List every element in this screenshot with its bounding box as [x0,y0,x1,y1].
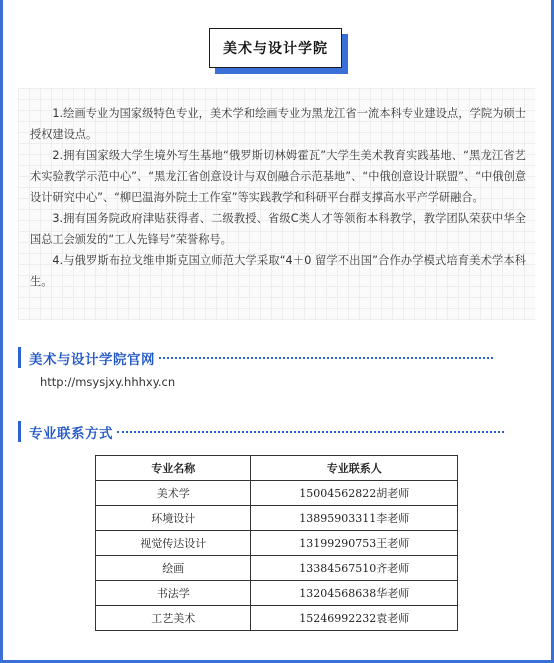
intro-paragraph-4: 4.与俄罗斯布拉戈维申斯克国立师范大学采取“4＋0 留学不出国”合作办学模式培育美术学本科生。 [30,254,526,288]
table-row [96,581,458,606]
website-section-heading: 美术与设计学院官网 [29,351,155,368]
major-cell: 环境设计 [96,506,251,531]
website-section-header [18,347,535,368]
table-row [96,556,458,581]
contact-section-heading: 专业联系方式 [29,425,113,442]
website-url-link[interactable]: http://msysjxy.hhhxy.cn [40,375,176,389]
page-title: 美术与设计学院 [209,28,342,68]
intro-paragraph-3: 3.拥有国务院政府津贴获得者、二级教授、省级C类人才等领衔本科教学，教学团队荣获中华全国总工会颁发的“工人先锋号”荣誉称号。 [30,212,526,246]
column-header-contact: 专业联系人 [251,456,458,481]
contact-cell: 15246992232袁老师 [251,606,458,631]
column-header-major: 专业名称 [96,456,251,481]
contact-cell: 15004562822胡老师 [251,481,458,506]
title-badge [209,28,345,72]
table-header-row [96,456,458,481]
major-cell: 视觉传达设计 [96,531,251,556]
contact-cell: 13384567510齐老师 [251,556,458,581]
major-cell: 书法学 [96,581,251,606]
contact-section-header [18,421,535,442]
intro-paragraph-2: 2.拥有国家级大学生境外写生基地“俄罗斯切林姆霍瓦”大学生美术教育实践基地、“黑龙江省艺术实验教学示范中心”、“黑龙江省创意设计与双创融合示范基地”、“中俄创意设计联盟”、“中俄创意设计研究中心”、“柳巴温海外院士工作室”等实践教学和科研平台群支撑高水平产学研融合。 [30,149,526,204]
section-marker-bar [18,421,21,442]
major-cell: 工艺美术 [96,606,251,631]
contact-cell: 13199290753王老师 [251,531,458,556]
section-dotted-rule [117,431,504,433]
section-dotted-rule [159,357,493,359]
table-row [96,606,458,631]
intro-paragraph-1: 1.绘画专业为国家级特色专业，美术学和绘画专业为黑龙江省一流本科专业建设点，学院为硕士授权建设点。 [30,107,526,141]
contact-cell: 13895903311李老师 [251,506,458,531]
table-row [96,506,458,531]
contact-cell: 13204568638华老师 [251,581,458,606]
frame-left-border [0,0,3,663]
intro-paragraphs [30,103,526,292]
contact-table [95,455,458,631]
major-cell: 美术学 [96,481,251,506]
section-marker-bar [18,347,21,368]
table-row [96,531,458,556]
table-row [96,481,458,506]
major-cell: 绘画 [96,556,251,581]
